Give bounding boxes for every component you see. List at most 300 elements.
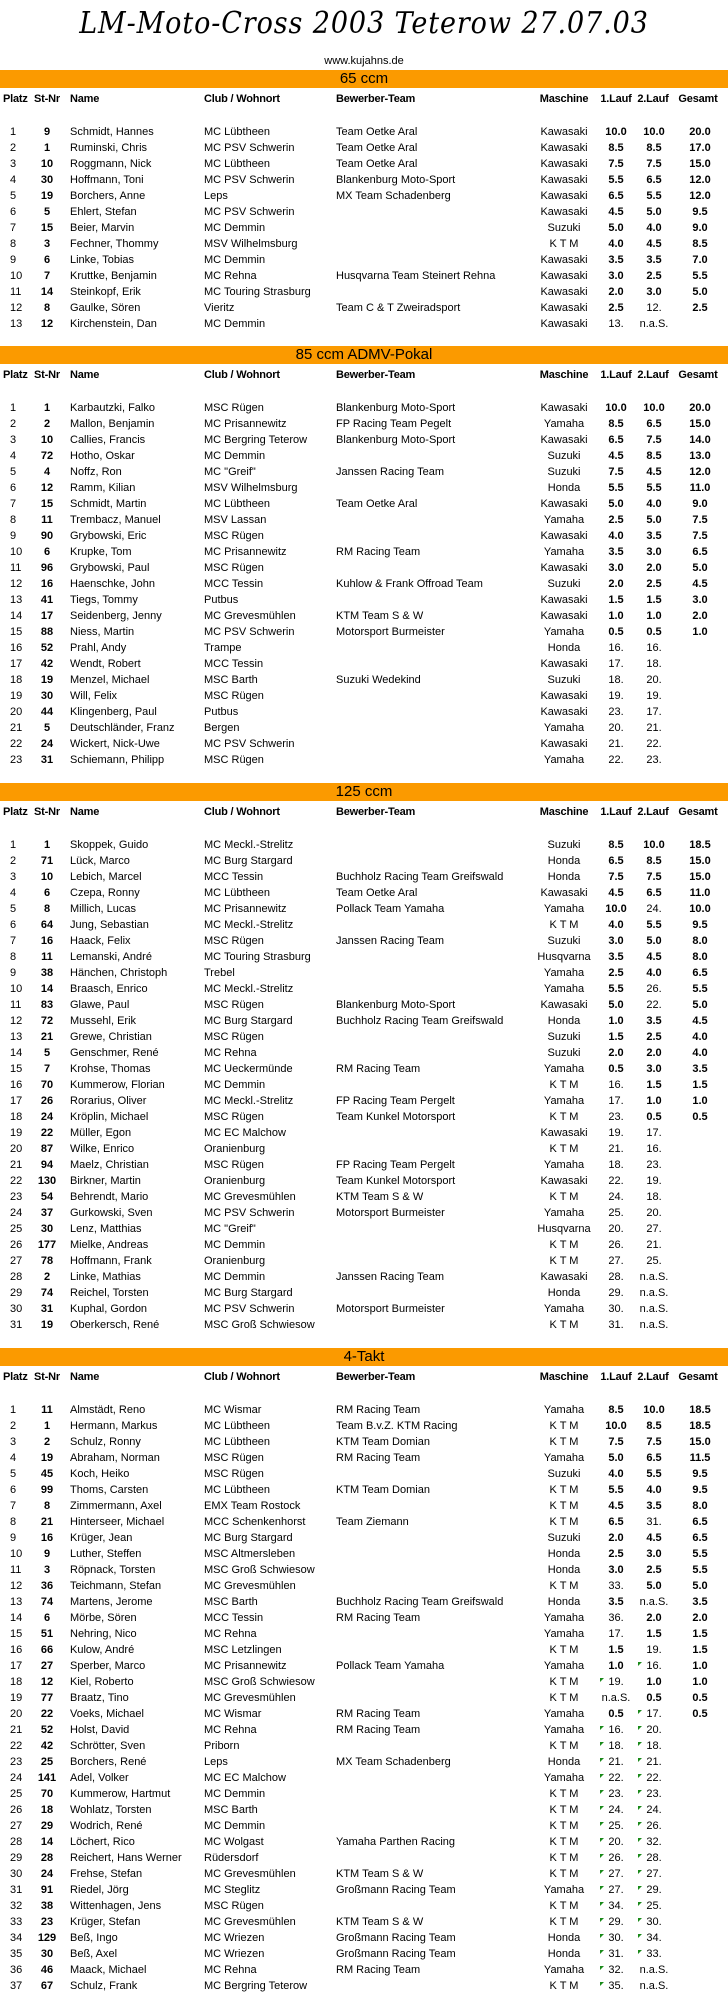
cell-name: Glawe, Paul: [70, 999, 130, 1011]
cell-platz: 5: [10, 903, 17, 915]
cell-team: Team Ziemann: [336, 1516, 409, 1528]
cell-total: 5.5: [692, 1564, 708, 1576]
comment-marker-icon: 27.: [646, 1868, 662, 1880]
cell-club: MSC Barth: [204, 674, 258, 686]
cell-total: 9.0: [692, 498, 708, 510]
cell-run1: 4.0: [608, 1468, 624, 1480]
cell-team: RM Racing Team: [336, 1452, 421, 1464]
cell-club: MC Lübtheen: [204, 1484, 271, 1496]
cell-team: Motorsport Burmeister: [336, 626, 445, 638]
cell-machine: Kawasaki: [540, 206, 588, 218]
cell-platz: 16: [10, 1079, 23, 1091]
cell-club: MC Prisannewitz: [204, 546, 287, 558]
column-header-run2: 2.Lauf: [637, 93, 669, 105]
cell-run2: 4.5: [646, 466, 662, 478]
table-row: [0, 1301, 728, 1317]
cell-run1: 5.0: [608, 498, 624, 510]
cell-run1: 20.: [608, 1223, 624, 1235]
cell-club: MSC Rügen: [204, 1452, 264, 1464]
cell-club: Oranienburg: [204, 1143, 266, 1155]
cell-platz: 28: [10, 1271, 23, 1283]
cell-start-number: 74: [40, 1287, 54, 1299]
column-header-run2: 2.Lauf: [637, 369, 669, 381]
cell-machine: Kawasaki: [540, 562, 588, 574]
cell-name: Maack, Michael: [70, 1964, 147, 1976]
cell-run1: [598, 1770, 634, 1786]
cell-machine: Kawasaki: [540, 270, 588, 282]
cell-machine: K T M: [549, 1980, 579, 1992]
table-row: [0, 1093, 728, 1109]
cell-platz: 37: [10, 1980, 23, 1992]
table-row: [0, 704, 728, 720]
cell-run1: 10.0: [605, 903, 627, 915]
cell-total: 18.5: [689, 839, 711, 851]
cell-team: FP Racing Team Pergelt: [336, 1159, 455, 1171]
table-row: [0, 640, 728, 656]
cell-machine: K T M: [549, 1079, 579, 1091]
cell-run2: 18.: [646, 658, 662, 670]
cell-total: 6.5: [692, 1532, 708, 1544]
cell-start-number: 17: [40, 610, 54, 622]
cell-team: KTM Team S & W: [336, 610, 424, 622]
cell-run2: n.a.S.: [639, 1271, 669, 1283]
table-row: [0, 837, 728, 853]
results-section: [0, 346, 728, 768]
cell-run1: 5.5: [608, 1484, 624, 1496]
table-row: [0, 981, 728, 997]
table-row: [0, 656, 728, 672]
cell-total: 10.0: [689, 903, 711, 915]
cell-start-number: 36: [40, 1580, 54, 1592]
page-title: LM-Moto-Cross 2003 Teterow 27.07.03: [79, 6, 649, 41]
cell-run1: 5.0: [608, 999, 624, 1011]
cell-run2: 0.5: [646, 1692, 662, 1704]
cell-machine: K T M: [549, 1239, 579, 1251]
cell-platz: 30: [10, 1303, 23, 1315]
cell-run2: 6.5: [646, 887, 662, 899]
column-header-name: Name: [70, 806, 100, 818]
cell-start-number: 8: [43, 1500, 51, 1512]
cell-start-number: 11: [41, 514, 53, 526]
table-row: [0, 997, 728, 1013]
cell-run1: 36.: [608, 1612, 624, 1624]
cell-run2: 4.5: [646, 238, 662, 250]
table-row: [0, 752, 728, 768]
comment-marker-icon: 26.: [646, 1820, 662, 1832]
cell-total: 13.0: [689, 450, 711, 462]
cell-start-number: 91: [40, 1884, 54, 1896]
cell-platz: 10: [10, 546, 23, 558]
cell-name: Braasch, Enrico: [70, 983, 148, 995]
cell-name: Gurkowski, Sven: [70, 1207, 153, 1219]
cell-team: Team C & T Zweiradsport: [336, 302, 461, 314]
cell-start-number: 11: [41, 1404, 53, 1416]
cell-run1: 33.: [608, 1580, 624, 1592]
cell-platz: 10: [10, 270, 23, 282]
column-header-club: Club / Wohnort: [204, 93, 280, 105]
cell-run2: 6.5: [646, 174, 662, 186]
cell-club: MC Prisannewitz: [204, 903, 287, 915]
cell-run1: 6.5: [608, 855, 624, 867]
cell-machine: Yamaha: [543, 626, 585, 638]
comment-marker-icon: 30.: [608, 1932, 624, 1944]
cell-team: Pollack Team Yamaha: [336, 903, 445, 915]
cell-run1: 6.5: [608, 1516, 624, 1528]
cell-team: RM Racing Team: [336, 1612, 421, 1624]
cell-run2: [636, 1706, 672, 1722]
table-row: [0, 608, 728, 624]
cell-name: Krüger, Jean: [70, 1532, 133, 1544]
comment-marker-icon: 23.: [608, 1788, 624, 1800]
cell-name: Wendt, Robert: [70, 658, 141, 670]
cell-run2: 10.0: [643, 126, 665, 138]
cell-run1: 3.5: [608, 1596, 624, 1608]
cell-name: Reichert, Hans Werner: [70, 1852, 182, 1864]
cell-club: MC Rehna: [204, 1964, 257, 1976]
cell-machine: Kawasaki: [540, 530, 588, 542]
table-row: [0, 1173, 728, 1189]
cell-total: 11.5: [689, 1452, 711, 1464]
cell-platz: 16: [10, 1644, 23, 1656]
cell-start-number: 2: [43, 1436, 51, 1448]
cell-name: Hotho, Oskar: [70, 450, 135, 462]
table-row: [0, 1402, 728, 1418]
cell-club: MSC Rügen: [204, 999, 264, 1011]
cell-name: Lebich, Marcel: [70, 871, 142, 883]
table-row: [0, 869, 728, 885]
cell-run1: 17.: [608, 1095, 624, 1107]
cell-club: MCC Tessin: [204, 578, 264, 590]
cell-name: Mielke, Andreas: [70, 1239, 149, 1251]
cell-club: MC Prisannewitz: [204, 418, 287, 430]
cell-start-number: 18: [40, 1804, 54, 1816]
cell-club: MC PSV Schwerin: [204, 1303, 295, 1315]
cell-run1: [598, 1722, 634, 1738]
cell-platz: 6: [10, 206, 17, 218]
website-link[interactable]: www.kujahns.de: [324, 55, 404, 67]
cell-run1: 23.: [608, 706, 624, 718]
cell-machine: Kawasaki: [540, 658, 588, 670]
cell-run1: 21.: [608, 738, 624, 750]
cell-team: Janssen Racing Team: [336, 1271, 445, 1283]
cell-machine: K T M: [549, 1868, 579, 1880]
cell-total: 7.0: [692, 254, 708, 266]
cell-club: MSC Rügen: [204, 935, 264, 947]
cell-machine: Kawasaki: [540, 174, 588, 186]
cell-club: MC Bergring Teterow: [204, 1980, 308, 1992]
cell-club: Putbus: [204, 594, 239, 606]
cell-club: MC Rehna: [204, 1628, 257, 1640]
cell-name: Hänchen, Christoph: [70, 967, 168, 979]
cell-club: Leps: [204, 190, 228, 202]
cell-run2: 2.5: [646, 270, 662, 282]
cell-machine: Yamaha: [543, 514, 585, 526]
cell-run2: 4.0: [646, 222, 662, 234]
cell-team: RM Racing Team: [336, 1724, 421, 1736]
cell-platz: 12: [10, 578, 23, 590]
cell-platz: 4: [10, 1452, 17, 1464]
table-row: [0, 1786, 728, 1802]
cell-name: Niess, Martin: [70, 626, 135, 638]
cell-start-number: 77: [40, 1692, 54, 1704]
cell-platz: 15: [10, 1063, 23, 1075]
results-section: [0, 70, 728, 332]
cell-name: Gaulke, Sören: [70, 302, 141, 314]
cell-name: Adel, Volker: [70, 1772, 129, 1784]
table-row: [0, 204, 728, 220]
cell-platz: 20: [10, 1708, 23, 1720]
table-row: [0, 220, 728, 236]
cell-run1: 8.5: [608, 839, 624, 851]
cell-run1: 19.: [608, 1127, 624, 1139]
table-row: [0, 1834, 728, 1850]
cell-platz: 12: [10, 302, 23, 314]
cell-run1: 2.0: [608, 578, 624, 590]
cell-platz: 13: [10, 594, 23, 606]
cell-start-number: 19: [40, 190, 54, 202]
cell-team: FP Racing Team Pergelt: [336, 1095, 455, 1107]
cell-run1: 17.: [608, 1628, 624, 1640]
cell-club: MC Grevesmühlen: [204, 1868, 296, 1880]
cell-team: Buchholz Racing Team Greifswald: [336, 1015, 504, 1027]
cell-run1: 2.5: [608, 302, 624, 314]
cell-name: Schiemann, Philipp: [70, 754, 165, 766]
cell-start-number: 25: [40, 1756, 54, 1768]
comment-marker-icon: 33.: [646, 1948, 662, 1960]
comment-marker-icon: 27.: [608, 1868, 624, 1880]
cell-start-number: 15: [40, 222, 54, 234]
cell-club: MC Demmin: [204, 318, 266, 330]
cell-run1: 0.5: [608, 1063, 624, 1075]
cell-club: MC Burg Stargard: [204, 1532, 293, 1544]
cell-run1: 4.0: [608, 530, 624, 542]
cell-run1: [598, 1946, 634, 1962]
cell-team: Team B.v.Z. KTM Racing: [336, 1420, 458, 1432]
cell-start-number: 16: [40, 578, 54, 590]
table-row: [0, 1930, 728, 1946]
cell-total: 15.0: [689, 158, 711, 170]
cell-club: MC Grevesmühlen: [204, 610, 296, 622]
cell-team: Yamaha Parthen Racing: [336, 1836, 456, 1848]
cell-platz: 18: [10, 1676, 23, 1688]
cell-name: Hinterseer, Michael: [70, 1516, 165, 1528]
cell-start-number: 8: [43, 302, 51, 314]
cell-club: MCC Tessin: [204, 871, 264, 883]
cell-platz: 1: [10, 402, 17, 414]
cell-total: 15.0: [689, 855, 711, 867]
cell-run1: 29.: [608, 1287, 624, 1299]
cell-platz: 16: [10, 642, 23, 654]
cell-machine: Yamaha: [543, 1303, 585, 1315]
cell-run2: 1.5: [646, 1628, 662, 1640]
cell-club: MC PSV Schwerin: [204, 738, 295, 750]
cell-start-number: 24: [40, 738, 54, 750]
cell-machine: Suzuki: [547, 674, 581, 686]
cell-machine: Yamaha: [543, 1063, 585, 1075]
cell-run2: 27.: [646, 1223, 662, 1235]
column-header-platz: Platz: [3, 93, 28, 105]
cell-name: Müller, Egon: [70, 1127, 132, 1139]
cell-run2: 22.: [646, 738, 662, 750]
cell-club: MC Steglitz: [204, 1884, 261, 1896]
cell-total: 2.5: [692, 302, 708, 314]
cell-total: 3.0: [692, 594, 708, 606]
cell-club: MC Demmin: [204, 1271, 266, 1283]
table-header: [0, 804, 728, 820]
cell-platz: 11: [10, 1564, 22, 1576]
cell-team: Team Kunkel Motorsport: [336, 1175, 456, 1187]
column-header-run1: 1.Lauf: [600, 806, 632, 818]
table-row: [0, 284, 728, 300]
cell-total: 1.0: [692, 1676, 708, 1688]
cell-machine: Kawasaki: [540, 126, 588, 138]
table-row: [0, 1061, 728, 1077]
cell-club: MSV Lassan: [204, 514, 267, 526]
comment-marker-icon: 18.: [608, 1740, 624, 1752]
cell-start-number: 52: [40, 642, 54, 654]
cell-club: Leps: [204, 1756, 228, 1768]
cell-run2: 4.0: [646, 498, 662, 510]
cell-start-number: 14: [40, 983, 54, 995]
cell-machine: Honda: [547, 482, 581, 494]
cell-club: MC Meckl.-Strelitz: [204, 1095, 294, 1107]
table-row: [0, 188, 728, 204]
cell-total: 15.0: [689, 871, 711, 883]
cell-run1: 3.0: [608, 270, 624, 282]
cell-total: 12.0: [689, 190, 711, 202]
table-row: [0, 917, 728, 933]
table-row: [0, 1530, 728, 1546]
cell-machine: K T M: [549, 1852, 579, 1864]
cell-machine: Kawasaki: [540, 254, 588, 266]
cell-platz: 4: [10, 450, 17, 462]
comment-marker-icon: 26.: [608, 1852, 624, 1864]
table-row: [0, 1317, 728, 1333]
cell-team: Buchholz Racing Team Greifswald: [336, 871, 504, 883]
cell-platz: 3: [10, 434, 17, 446]
cell-total: 17.0: [689, 142, 711, 154]
cell-club: MSC Rügen: [204, 1900, 264, 1912]
cell-run2: 4.0: [646, 967, 662, 979]
cell-club: MC Demmin: [204, 1239, 266, 1251]
cell-run1: 3.0: [608, 562, 624, 574]
cell-start-number: 38: [40, 967, 54, 979]
cell-machine: Kawasaki: [540, 498, 588, 510]
table-row: [0, 1125, 728, 1141]
cell-club: MC Demmin: [204, 1820, 266, 1832]
cell-team: RM Racing Team: [336, 1964, 421, 1976]
cell-start-number: 30: [40, 690, 54, 702]
column-header-machine: Maschine: [539, 1371, 589, 1383]
cell-start-number: 8: [43, 903, 51, 915]
cell-platz: 34: [10, 1932, 23, 1944]
cell-run1: 23.: [608, 1111, 624, 1123]
cell-team: Team Oetke Aral: [336, 887, 418, 899]
cell-run1: [598, 1674, 634, 1690]
cell-machine: Yamaha: [543, 546, 585, 558]
cell-machine: Suzuki: [547, 935, 581, 947]
cell-machine: Yamaha: [543, 722, 585, 734]
cell-run1: 3.0: [608, 1564, 624, 1576]
cell-start-number: 45: [40, 1468, 54, 1480]
cell-run2: 12.: [646, 302, 662, 314]
cell-club: MC Burg Stargard: [204, 1015, 293, 1027]
table-row: [0, 885, 728, 901]
cell-start-number: 1: [43, 402, 51, 414]
table-row: [0, 432, 728, 448]
cell-platz: 15: [10, 626, 23, 638]
cell-team: KTM Team Domian: [336, 1436, 430, 1448]
table-row: [0, 1578, 728, 1594]
cell-run2: [636, 1802, 672, 1818]
cell-machine: Honda: [547, 1596, 581, 1608]
cell-machine: Suzuki: [547, 1468, 581, 1480]
table-row: [0, 1141, 728, 1157]
cell-club: Oranienburg: [204, 1255, 266, 1267]
cell-run1: 28.: [608, 1271, 624, 1283]
cell-club: MC Lübtheen: [204, 158, 271, 170]
cell-run1: 2.0: [608, 1047, 624, 1059]
column-header-team: Bewerber-Team: [336, 369, 416, 381]
cell-platz: 2: [10, 418, 17, 430]
cell-run2: 19.: [646, 1644, 662, 1656]
cell-run2: 21.: [646, 722, 662, 734]
cell-total: 0.5: [692, 1692, 708, 1704]
table-row: [0, 1866, 728, 1882]
cell-run2: 3.0: [646, 1548, 662, 1560]
cell-total: 7.5: [692, 514, 708, 526]
column-header-start-number: St-Nr: [34, 806, 60, 818]
table-row: [0, 1269, 728, 1285]
cell-total: 9.5: [692, 919, 708, 931]
cell-platz: 14: [10, 1047, 23, 1059]
cell-start-number: 19: [40, 674, 54, 686]
cell-start-number: 21: [40, 1031, 54, 1043]
cell-club: MC PSV Schwerin: [204, 142, 295, 154]
cell-team: Team Oetke Aral: [336, 142, 418, 154]
cell-platz: 25: [10, 1223, 23, 1235]
cell-machine: K T M: [549, 1191, 579, 1203]
cell-total: 5.0: [692, 999, 708, 1011]
table-header: [0, 367, 728, 383]
cell-club: MSV Wilhelmsburg: [204, 238, 298, 250]
cell-run2: 3.0: [646, 286, 662, 298]
cell-club: MCC Schenkenhorst: [204, 1516, 306, 1528]
cell-club: MSC Groß Schwiesow: [204, 1564, 315, 1576]
table-row: [0, 268, 728, 284]
cell-platz: 7: [10, 498, 17, 510]
cell-name: Oberkersch, René: [70, 1319, 160, 1331]
cell-machine: K T M: [549, 1143, 579, 1155]
cell-total: 9.5: [692, 1468, 708, 1480]
column-header-platz: Platz: [3, 369, 28, 381]
cell-name: Almstädt, Reno: [70, 1404, 146, 1416]
comment-marker-icon: 23.: [646, 1788, 662, 1800]
cell-run1: 16.: [608, 1079, 624, 1091]
results-section: [0, 1348, 728, 1994]
cell-machine: Kawasaki: [540, 142, 588, 154]
table-row: [0, 560, 728, 576]
cell-total: 4.0: [692, 1031, 708, 1043]
comment-marker-icon: 24.: [646, 1804, 662, 1816]
cell-start-number: 70: [40, 1788, 54, 1800]
table-row: [0, 933, 728, 949]
cell-platz: 1: [10, 126, 17, 138]
cell-machine: K T M: [549, 1900, 579, 1912]
cell-run1: 18.: [608, 674, 624, 686]
cell-team: Team Kunkel Motorsport: [336, 1111, 456, 1123]
column-header-start-number: St-Nr: [34, 1371, 60, 1383]
